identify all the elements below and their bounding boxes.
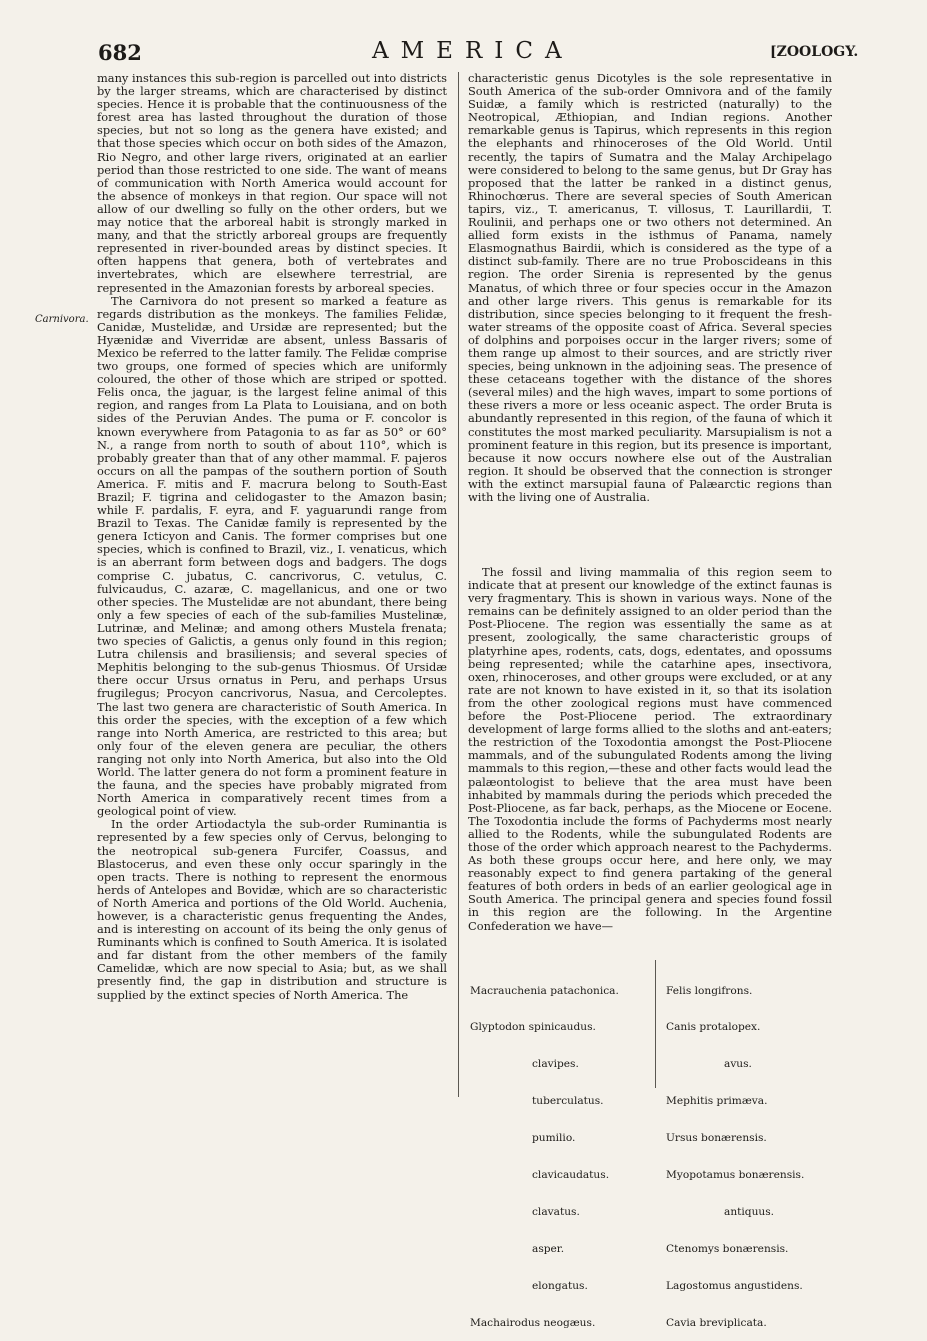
list-item: Myopotamus bonærensis. — [666, 1169, 805, 1182]
list-item: Ursus bonærensis. — [666, 1132, 767, 1145]
right-column-bottom — [468, 566, 832, 954]
section-label: [ZOOLOGY. — [770, 44, 859, 60]
list-item: Mephitis primæva. — [666, 1095, 768, 1108]
list-item: clavatus. — [532, 1205, 580, 1218]
paragraph: In the order Artiodactyla the sub-order Ruminantia is represented by a few species only of Cervus, belonging to the neotropical sub-genera Furcifer, Coassus, and Blastocerus, and even these only occur sparingly in the open tracts. There is nothing to represent the enormous herds of Antelopes and Bovidæ, which are so characteristic of North America and portions of the Old World. Auchenia, however, is a characteristic genus frequenting the Andes, and is interesting on account of its being the only genus of Ruminants which is confined to South America. It is isolated and far distant from the other members of the family Camelidæ, which are now special to Asia; but, as we shall presently find, the gap in distribution and structure is supplied by the extinct species of North America. The — [97, 817, 447, 1002]
margin-note-carnivora: Carnivora. — [35, 314, 89, 325]
list-item: clavicaudatus. — [532, 1169, 610, 1182]
list-item: Macrauchenia patachonica. — [470, 984, 619, 997]
list-item: Machairodus neogæus. — [470, 1316, 596, 1329]
list-item: antiquus. — [724, 1205, 775, 1218]
list-item: pumilio. — [532, 1132, 576, 1145]
column-divider — [458, 72, 459, 1097]
list-item: Ctenomys bonærensis. — [666, 1242, 789, 1255]
fossil-list-left — [470, 960, 619, 1341]
list-item: Felis longifrons. — [666, 984, 753, 997]
list-item: elongatus. — [532, 1279, 588, 1292]
list-item: Canis protalopex. — [666, 1021, 761, 1034]
right-column-top — [468, 72, 832, 564]
page-number: 682 — [98, 40, 142, 65]
paragraph: characteristic genus Dicotyles is the sole representative in South America of the sub-order Omnivora and of the family Suidæ, a family which is restricted (naturally) to the Neotropical, Æthiopian, and Indian regions. Another remarkable genus is Tapirus, which represents in this region the elephants and rhinoceroses of the Old World. Until recently, the tapirs of Sumatra and the Malay Archipelago were considered to belong to the same genus, but Dr Gray has proposed that the latter be ranked in a distinct genus, Rhinochœrus. There are several species of South American tapirs, viz., T. americanus, T. villosus, T. Laurillardii, T. Roulinii, and perhaps one or two others not determined. An allied form exists in the isthmus of Panama, namely Elasmognathus Bairdii, which is considered as the type of a distinct sub-family. There are no true Proboscideans in this region. The order Sirenia is represented by the genus Manatus, of which three or four species occur in the Amazon and other large rivers. This genus is remarkable for its distribution, since species belonging to it frequent the fresh-water streams of the opposite coast of Africa. Several species of dolphins and porpoises occur in the larger rivers; some of them range up almost to their sources, and are strictly river species, being unknown in the adjoining seas. The presence of these cetaceans together with the distance of the shores (several miles) and the high waves, impart to some portions of these rivers a more or less oceanic aspect. The order Bruta is abundantly represented in this region, of the fauna of which it constitutes the most marked peculiarity. Marsupialism is not a prominent feature in this region, but its presence is important, because it now occurs nowhere else out of the Australian region. It should be observed that the connection is stronger with the extinct marsupial fauna of Palæarctic regions than with the living one of Australia. — [468, 72, 832, 504]
left-column — [97, 72, 447, 1092]
list-item: Cavia breviplicata. — [666, 1316, 767, 1329]
running-title: AMERICA — [372, 38, 574, 64]
list-item: clavipes. — [532, 1058, 579, 1071]
page-header — [0, 38, 927, 68]
list-item: asper. — [532, 1242, 565, 1255]
paragraph: many instances this sub-region is parcelled out into districts by the larger streams, which are characterised by distinct species. Hence it is probable that the continuousness of the forest area has lasted throughout the duration of those species, but not so long as the genera have existed; and that those species which occur on both sides of the Amazon, Rio Negro, and other large rivers, originated at an earlier period than those restricted to one side. The want of means of communication with North America would account for the absence of monkeys in that region. Our space will not allow of our dwelling so fully on the other orders, but we may notice that the arboreal habit is strongly marked in many, and that the strictly arboreal groups are frequently represented in river-bounded areas by distinct species. It often happens that genera, both of vertebrates and invertebrates, which are elsewhere terrestrial, are represented in the Amazonian forests by arboreal species. — [97, 72, 447, 295]
list-item: tuberculatus. — [532, 1095, 604, 1108]
paragraph: The fossil and living mammalia of this region seem to indicate that at present our knowledge of the extinct faunas is very fragmentary. This is shown in various ways. None of the remains can be definitely assigned to an older period than the Post-Pliocene. The region was essentially the same as at present, zoologically, the same characteristic groups of platyrhine apes, rodents, cats, dogs, edentates, and opossums being represented; while the catarhine apes, insectivora, oxen, rhinoceroses, and other groups were excluded, or at any rate are not known to have existed in it, so that its isolation from the other zoological regions must have commenced before the Post-Pliocene period. The extraordinary development of large forms allied to the sloths and ant-eaters; the restriction of the Toxodontia amongst the Post-Pliocene mammals, and of the subungulated Rodents among the living mammals to this region,—these and other facts would lead the palæontologist to believe that the area must have been inhabited by mammals during the periods which preceded the Post-Pliocene, as far back, perhaps, as the Miocene or Eocene. The Toxodontia include the forms of Pachyderms most nearly allied to the Rodents, while the subungulated Rodents are those of the order which approach nearest to the Pachyderms. As both these groups occur here, and here only, we may reasonably expect to find genera partaking of the general features of both orders in beds of an earlier geological age in South America. The principal genera and species found fossil in this region are the following. In the Argentine Confederation we have— — [468, 566, 832, 933]
list-item: Lagostomus angustidens. — [666, 1279, 803, 1292]
list-item: Glyptodon spinicaudus. — [470, 1021, 596, 1034]
fossil-list-right — [655, 960, 805, 1329]
list-item: avus. — [724, 1058, 752, 1071]
paragraph: The Carnivora do not present so marked a feature as regards distribution as the monkeys. The families Felidæ, Canidæ, Mustelidæ, and Ursidæ are represented; but the Hyænidæ and Viverridæ are absent, unless Bassaris of Mexico be referred to the latter family. The Felidæ comprise two groups, one formed of species which are uniformly coloured, the other of those which are striped or spotted. Felis onca, the jaguar, is the largest feline animal of this region, and ranges from La Plata to Louisiana, and on both sides of the Peruvian Andes. The puma or F. concolor is known everywhere from Patagonia to as far as 50° or 60° N., a range from north to south of about 110°, which is probably greater than that of any other mammal. F. pajeros occurs on all the pampas of the southern portion of South America. F. mitis and F. macrura belong to South-East Brazil; F. tigrina and celidogaster to the Amazon basin; while F. pardalis, F. eyra, and F. yaguarundi range from Brazil to Texas. The Canidæ family is represented by the genera Icticyon and Canis. The former comprises but one species, which is confined to Brazil, viz., I. venaticus, which is an aberrant form between dogs and badgers. The dogs comprise C. jubatus, C. cancrivorus, C. vetulus, C. fulvicaudus, C. azaræ, C. magellanicus, and one or two other species. The Mustelidæ are not abundant, there being only a few species of each of the sub-families Mustelinæ, Lutrinæ, and Melinæ; and among others Mustela frenata; two species of Galictis, a genus only found in this region; Lutra chilensis and brasiliensis; and several species of Mephitis belonging to the sub-genus Thiosmus. Of Ursidæ there occur Ursus ornatus in Peru, and perhaps Ursus frugilegus; Procyon cancrivorus, Nasua, and Cercoleptes. The last two genera are characteristic of South America. In this order the species, with the exception of a few which range into North America, are restricted to this area; but only four of the eleven genera are peculiar, the others ranging not only into North America, but also into the Old World. The latter genera do not form a prominent feature in the fauna, and the species have probably migrated from North America in comparatively recent times from a geological point of view. — [97, 293, 447, 819]
